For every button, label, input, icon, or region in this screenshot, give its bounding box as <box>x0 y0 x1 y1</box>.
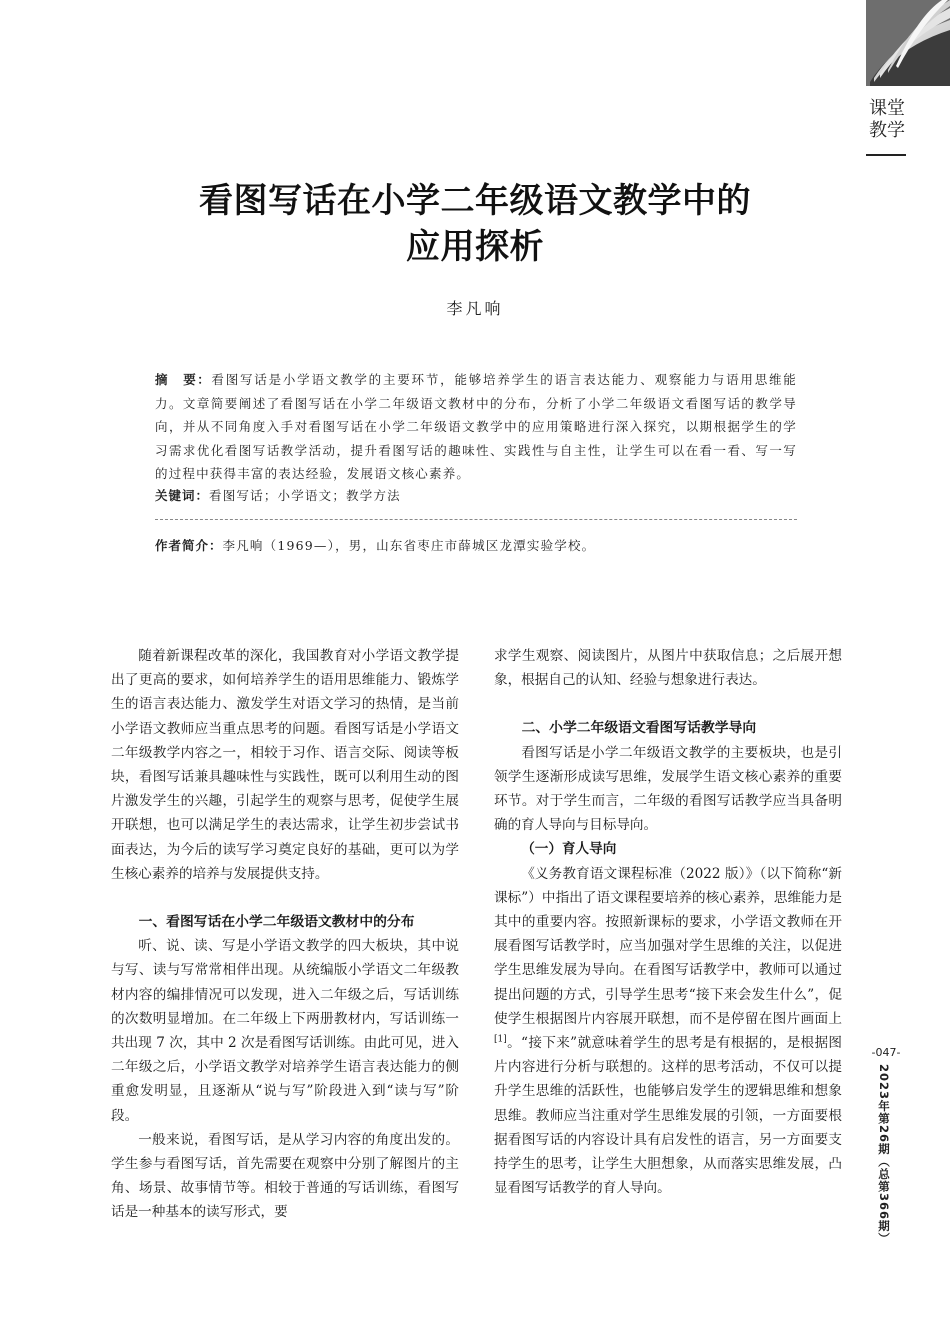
open-book-image <box>866 0 950 86</box>
section-1-paragraph-2-continued: 求学生观察、阅读图片，从图片中获取信息；之后展开想象，根据自己的认知、经验与想象进行表达。 <box>494 648 842 689</box>
section-1-heading: 一、看图写话在小学二年级语文教材中的分布 <box>138 914 415 931</box>
keywords-label: 关键词： <box>155 488 210 503</box>
section-1-paragraph-1: 听、说、读、写是小学语文教学的四大板块，其中说与写、读与写常常相伴出现。从统编版小学语文二年级教材内容的编排情况可以发现，进入二年级之后，写话训练的次数明显增加。在二年级上下两册教材内，写话训练一共出现 7 次，其中 2 次是看图写话训练。由此可见，进入二年级之后，小学语文教学对培养学生语言表达能力的侧重愈发明显，且逐渐从“说与写”阶段进入到“读与写”阶段。 <box>111 938 459 1124</box>
divider <box>155 519 797 520</box>
subsection-1-text-b: 。“接下来”就意味着学生的思考是有根据的，是根据图片内容进行分析与联想的。这样的思考活动，不仅可以提升学生思维的活跃性，也能够启发学生的逻辑思维和想象思维。教师应当注重对学生思维发展的引领，一方面要根据看图写话的内容设计具有启发性的语言，另一方面要支持学生的思考，让学生大胆想象，从而落实思维发展，凸显看图写话教学的育人导向。 <box>494 1035 842 1197</box>
issue-info: 2023年第26期（总第366期） <box>877 1064 891 1246</box>
abstract <box>155 368 797 486</box>
subsection-1-text-a: 《义务教育语文课程标准（2022 版）》（以下简称“新课标”）中指出了语文课程要培养的核心素养，思维能力是其中的重要内容。按照新课标的要求，小学语文教师在开展看图写话教学时，应当加强对学生思维的关注，以促进学生思维发展为导向。在看图写话教学中，教师可以通过提出问题的方式，引导学生思考“接下来会发生什么”，促使学生根据图片内容展开联想，而不是停留在图片画面上 <box>494 865 842 1027</box>
bio-text: 李凡响（1969—），男，山东省枣庄市薛城区龙潭实验学校。 <box>222 538 596 553</box>
subsection-1-heading: （一）育人导向 <box>521 841 617 858</box>
page-number: -047- <box>871 1046 901 1059</box>
body-column-right <box>494 644 842 1200</box>
keywords <box>155 486 797 506</box>
section-tag-line2: 教学 <box>869 120 905 141</box>
citation-1: [1] <box>494 1034 507 1045</box>
abstract-label: 摘 要： <box>155 372 212 387</box>
section-tag-line1: 课堂 <box>869 98 905 119</box>
author-bio <box>155 536 797 556</box>
body-column-left <box>111 644 459 1225</box>
author-name: 李凡响 <box>446 299 504 318</box>
section-2-heading: 二、小学二年级语文看图写话教学导向 <box>521 720 757 737</box>
title-line-2: 应用探析 <box>406 227 544 267</box>
section-1-paragraph-2: 一般来说，看图写话，是从学习内容的角度出发的。学生参与看图写话，首先需要在观察中分别了解图片的主角、场景、故事情节等。相较于普通的写话训练，看图写话是一种基本的读写形式，要 <box>111 1131 459 1221</box>
article-title <box>100 178 850 270</box>
section-2-paragraph-1: 看图写话是小学二年级语文教学的主要板块，也是引领学生逐渐形成读写思维，发展学生语文核心素养的重要环节。对于学生而言，二年级的看图写话教学应当具备明确的育人导向与目标导向。 <box>494 744 842 834</box>
bio-label: 作者简介： <box>155 538 223 553</box>
subsection-1-paragraph-1 <box>494 862 842 1201</box>
intro-paragraph: 随着新课程改革的深化，我国教育对小学语文教学提出了更高的要求，如何培养学生的语用思维能力、锻炼学生的语言表达能力、激发学生对语文学习的热情，是当前小学语文教师应当重点思考的问题。看图写话是小学语文二年级教学内容之一，相较于习作、语言交际、阅读等板块，看图写话兼具趣味性与实践性，既可以利用生动的图片激发学生的兴趣，引起学生的观察与思考，促使学生展开联想，也可以满足学生的表达需求，让学生初步尝试书面表达，为今后的读写学习奠定良好的基础，更可以为学生核心素养的培养与发展提供支持。 <box>111 648 459 882</box>
section-tag-rule <box>866 154 906 156</box>
abstract-text: 看图写话是小学语文教学的主要环节，能够培养学生的语言表达能力、观察能力与语用思维能力。文章简要阐述了看图写话在小学二年级语文教材中的分布，分析了小学二年级语文看图写话的教学导向，并从不同角度入手对看图写话在小学二年级语文教学中的应用策略进行深入探究，以期根据学生的学习需求优化看图写话教学活动，提升看图写话的趣味性、实践性与自主性，让学生可以在看一看、写一写的过程中获得丰富的表达经验，发展语文核心素养。 <box>155 372 797 481</box>
title-line-1: 看图写话在小学二年级语文教学中的 <box>199 181 751 221</box>
keywords-text: 看图写话；小学语文；教学方法 <box>209 488 401 503</box>
section-tag <box>866 98 908 142</box>
